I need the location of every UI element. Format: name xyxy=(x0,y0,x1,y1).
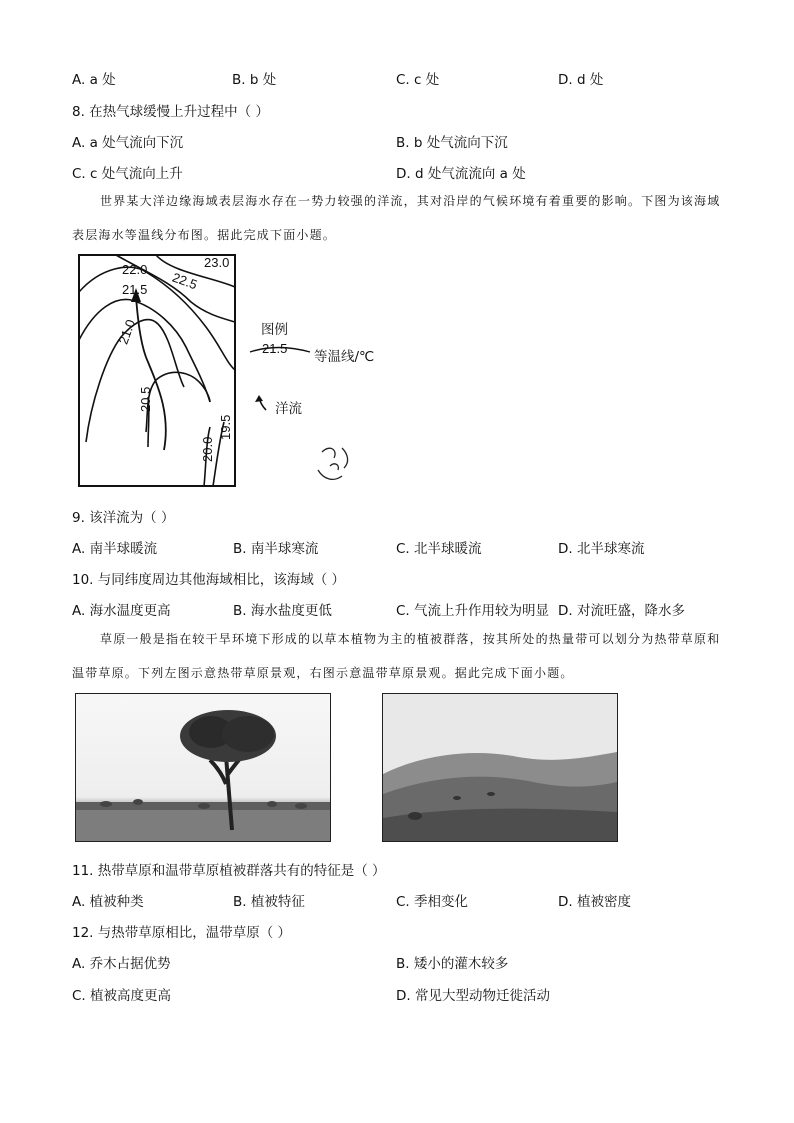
q12-option-d: D. 常见大型动物迁徙活动 xyxy=(396,988,550,1004)
q9-stem: 9. 该洋流为（ ） xyxy=(72,510,175,526)
q10-option-c: C. 气流上升作用较为明显 xyxy=(396,603,550,619)
temperate-grassland-photo xyxy=(382,693,618,842)
q7-option-a: A. a 处 xyxy=(72,72,116,88)
q12-stem: 12. 与热带草原相比，温带草原（ ） xyxy=(72,925,292,941)
q9-option-a: A. 南半球暖流 xyxy=(72,541,158,557)
q8-option-a: A. a 处气流向下沉 xyxy=(72,135,184,151)
q9-option-d: D. 北半球寒流 xyxy=(558,541,645,557)
label-19-5: 19.5 xyxy=(218,414,233,440)
q7-option-c: C. c 处 xyxy=(396,72,440,88)
steppe-scene xyxy=(383,694,617,841)
legend-title: 图例 xyxy=(261,322,288,338)
q8-option-b: B. b 处气流向下沉 xyxy=(396,135,508,151)
q8-stem: 8. 在热气球缓慢上升过程中（ ） xyxy=(72,104,269,120)
q8-option-d: D. d 处气流流向 a 处 xyxy=(396,166,526,182)
legend-current-arrow-icon xyxy=(252,394,272,414)
passage-grassland: 草原一般是指在较干旱环境下形成的以草本植物为主的植被群落，按其所处的热量带可以划分为热带草原和温带草原。下列左图示意热带草原景观，右图示意温带草原景观。据此完成下面小题。 xyxy=(72,632,721,680)
label-20-0: 20.0 xyxy=(200,436,215,462)
legend-current-label: 洋流 xyxy=(275,401,302,417)
label-22-5: 22.5 xyxy=(170,269,200,293)
q10-option-d: D. 对流旺盛，降水多 xyxy=(558,603,685,619)
q12-option-a: A. 乔木占据优势 xyxy=(72,956,171,972)
q9-option-b: B. 南半球寒流 xyxy=(233,541,319,557)
q9-option-c: C. 北半球暖流 xyxy=(396,541,482,557)
q12-option-b: B. 矮小的灌木较多 xyxy=(396,956,509,972)
label-20-5: 20.5 xyxy=(138,386,153,412)
isotherm-line-22 xyxy=(79,267,235,370)
tropical-grassland-photo xyxy=(75,693,331,842)
q11-option-a: A. 植被种类 xyxy=(72,894,144,910)
label-21-0: 21.0 xyxy=(115,317,139,347)
handwritten-mark xyxy=(312,440,362,486)
q10-stem: 10. 与同纬度周边其他海域相比，该海域（ ） xyxy=(72,572,346,588)
q8-option-c: C. c 处气流向上升 xyxy=(72,166,183,182)
q12-option-c: C. 植被高度更高 xyxy=(72,988,172,1004)
savanna-scene xyxy=(76,694,330,841)
passage-ocean-current: 世界某大洋边缘海域表层海水存在一势力较强的洋流，其对沿岸的气候环境有着重要的影响。下图为该海域表层海水等温线分布图。据此完成下面小题。 xyxy=(72,194,721,242)
q11-option-d: D. 植被密度 xyxy=(558,894,631,910)
q10-option-b: B. 海水盐度更低 xyxy=(233,603,332,619)
isotherm-line-21 xyxy=(86,320,184,442)
q11-option-c: C. 季相变化 xyxy=(396,894,469,910)
legend-isotherm-value: 21.5 xyxy=(262,341,288,356)
q7-option-d: D. d 处 xyxy=(558,72,604,88)
legend-isotherm-label: 等温线/℃ xyxy=(314,349,375,365)
q11-option-b: B. 植被特征 xyxy=(233,894,305,910)
legend-isotherm-symbol xyxy=(248,338,312,362)
q11-stem: 11. 热带草原和温带草原植被群落共有的特征是（ ） xyxy=(72,863,386,879)
label-22-0: 22.0 xyxy=(122,262,148,277)
label-21-5: 21.5 xyxy=(122,282,148,297)
label-23-0: 23.0 xyxy=(204,255,230,270)
q10-option-a: A. 海水温度更高 xyxy=(72,603,171,619)
q7-option-b: B. b 处 xyxy=(232,72,277,88)
isotherm-map xyxy=(76,252,238,488)
